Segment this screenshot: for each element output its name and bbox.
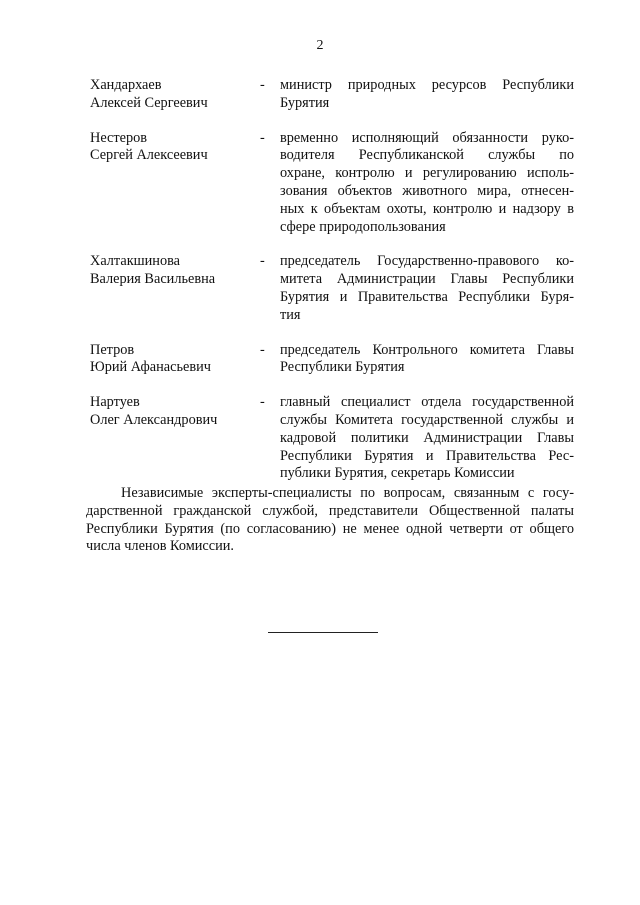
role-line: зования объектов животного мира, отнесен- [280, 182, 574, 199]
member-role [280, 342, 574, 378]
member-dash: - [260, 77, 265, 93]
role-line: публики Бурятия, секретарь Комиссии [280, 465, 515, 482]
member-surname: Нартуев [90, 394, 140, 411]
experts-paragraph [86, 485, 574, 556]
role-line: главный специалист отдела государственной [280, 394, 574, 411]
member-entry [90, 77, 574, 113]
member-given-names: Валерия Васильевна [90, 271, 216, 288]
role-line: ных к объектам охоты, контролю и надзору в [280, 200, 574, 217]
member-dash: - [260, 394, 265, 411]
member-name [90, 130, 260, 237]
member-entry [90, 394, 574, 483]
role-line: сфере природопользования [280, 218, 446, 235]
paragraph-line: числа членов Комиссии. [86, 538, 235, 555]
member-name [90, 342, 260, 378]
member-given-names: Сергей Алексеевич [90, 147, 208, 164]
role-line: водителя Республиканской службы по [280, 147, 574, 164]
member-role [280, 394, 574, 483]
paragraph-line: Республики Бурятия (по согласованию) не менее одной четверти от общего [86, 520, 574, 537]
role-line: министр природных ресурсов Республики [280, 77, 574, 93]
member-dash: - [260, 341, 265, 358]
member-surname: Хандархаев [90, 77, 162, 93]
role-line: Республики Бурятия [280, 359, 405, 376]
member-surname: Халтакшинова [90, 253, 181, 270]
member-role [280, 130, 574, 237]
member-entry [90, 253, 574, 324]
member-given-names: Алексей Сергеевич [90, 94, 208, 111]
member-entry [90, 130, 574, 237]
member-role [280, 77, 574, 113]
role-line: Республики Бурятия и Правительства Рес- [280, 447, 574, 464]
member-entry [90, 342, 574, 378]
member-name [90, 77, 260, 113]
member-name [90, 253, 260, 324]
member-surname: Петров [90, 341, 135, 358]
end-of-document-line [268, 632, 378, 633]
role-line: Бурятия и Правительства Республики Буря- [280, 288, 574, 305]
member-given-names: Юрий Афанасьевич [90, 359, 211, 376]
role-line: службы Комитета государственной службы и [280, 411, 574, 428]
member-surname: Нестеров [90, 129, 148, 146]
role-line: Бурятия [280, 94, 330, 111]
role-line: тия [280, 306, 301, 323]
page-number: 2 [316, 38, 324, 53]
member-dash: - [260, 253, 265, 270]
commission-member-list [90, 77, 574, 483]
role-line: временно исполняющий обязанности руко- [280, 129, 574, 146]
role-line: председатель Контрольного комитета Главы [280, 341, 574, 358]
role-line: кадровой политики Администрации Главы [280, 429, 574, 446]
member-dash: - [260, 129, 265, 146]
member-role [280, 253, 574, 324]
member-given-names: Олег Александрович [90, 411, 218, 428]
paragraph-line: дарственной гражданской службой, представители Общественной палаты [86, 502, 574, 519]
role-line: председатель Государственно-правового ко- [280, 253, 574, 270]
role-line: митета Администрации Главы Республики [280, 271, 574, 288]
paragraph-line: Независимые эксперты-специалисты по вопросам, связанным с госу- [121, 485, 574, 501]
role-line: охране, контролю и регулированию исполь- [280, 165, 574, 182]
member-name [90, 394, 260, 483]
